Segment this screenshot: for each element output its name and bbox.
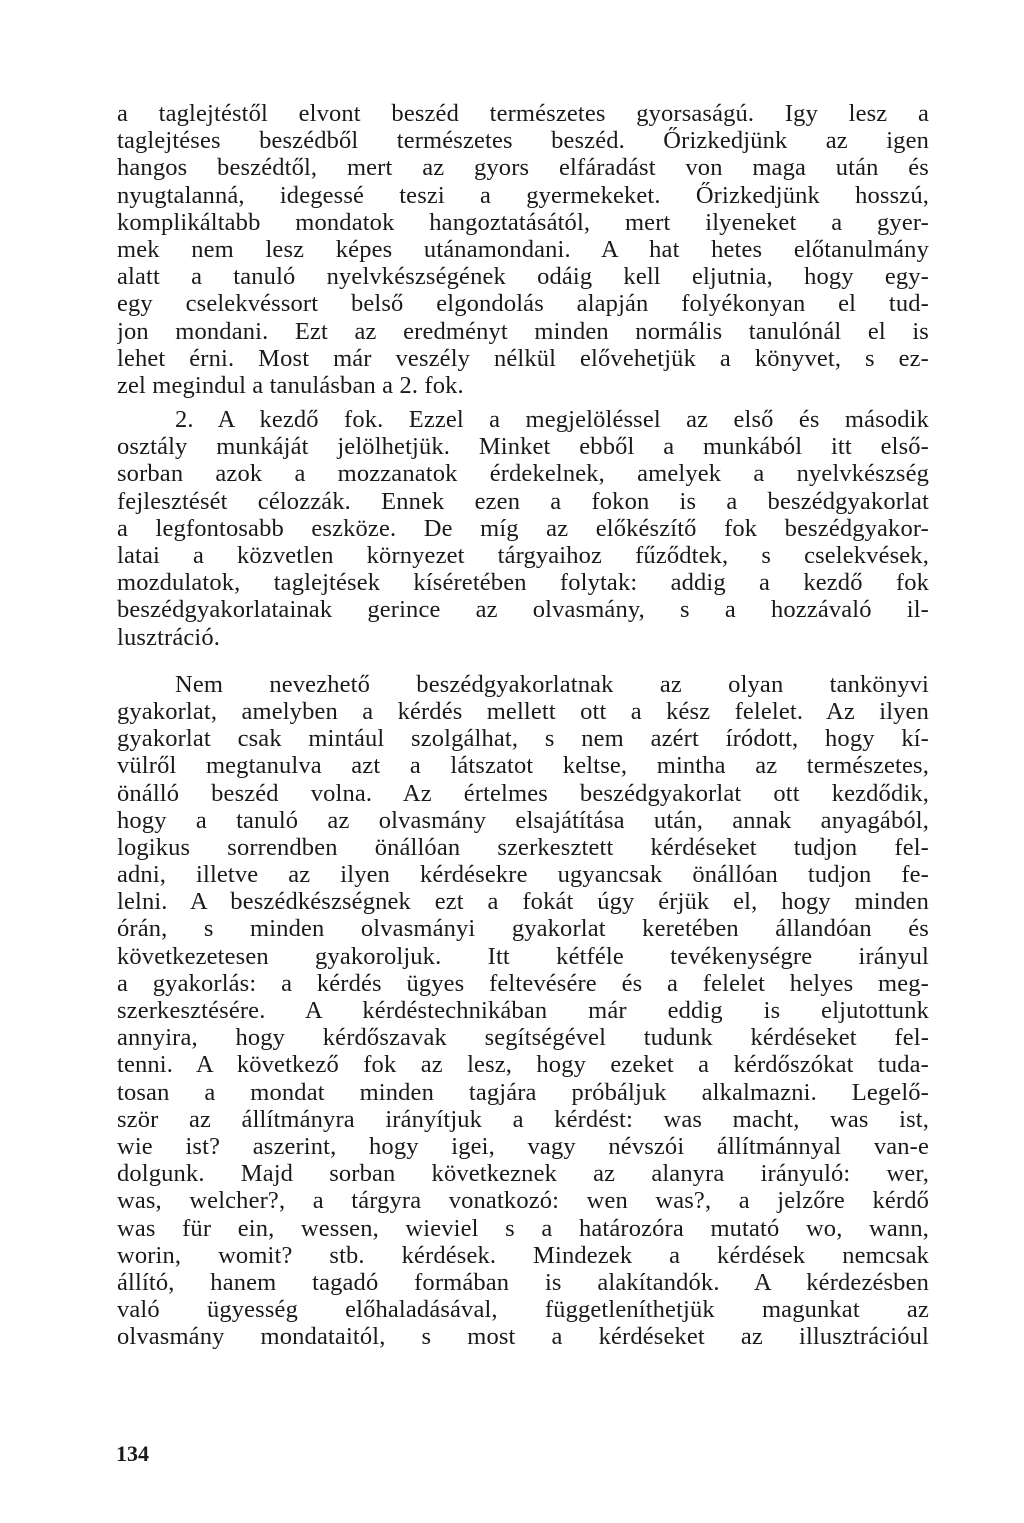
text-line: latai a közvetlen környezet tárgyaihoz fűződtek, s cselekvések, — [117, 542, 929, 569]
text-line: hangos beszédtől, mert az gyors elfáradást von maga után és — [117, 154, 929, 182]
text-line: lusztráció. — [117, 623, 221, 651]
text-line: szerkesztésére. A kérdéstechnikában már eddig is eljutottunk — [117, 997, 929, 1024]
text-line: a legfontosabb eszköze. De míg az előkészítő fok beszédgyakor- — [117, 514, 929, 542]
text-line: ször az állítmányra irányítjuk a kérdést: was macht, was ist, — [117, 1105, 929, 1133]
text-line: taglejtéses beszédből természetes beszéd. Őrizkedjünk az igen — [117, 127, 929, 155]
text-line: beszédgyakorlatainak gerince az olvasmány, s a hozzávaló il- — [117, 596, 929, 624]
paragraph-2 — [117, 406, 929, 651]
text-line: mek nem lesz képes utánamondani. A hat hetes előtanulmány — [117, 235, 929, 263]
text-line: gyakorlat, amelyben a kérdés mellett ott a kész felelet. Az ilyen — [117, 697, 929, 725]
text-line: adni, illetve az ilyen kérdésekre ugyancsak önállóan tudjon fe- — [117, 861, 929, 889]
paragraph-gap — [117, 399, 929, 406]
text-line: komplikáltabb mondatok hangoztatásától, mert ilyeneket a gyer- — [117, 208, 929, 236]
text-line: alatt a tanuló nyelvkészségének odáig kell eljutnia, hogy egy- — [117, 263, 929, 291]
text-line: gyakorlat csak mintául szolgálhat, s nem azért íródott, hogy kí- — [117, 725, 929, 753]
text-line: dolgunk. Majd sorban következnek az alanyra irányuló: wer, — [117, 1160, 929, 1188]
text-line: való ügyesség előhaladásával, függetleníthetjük magunkat az — [117, 1296, 929, 1324]
text-line: osztály munkáját jelölhetjük. Minket ebből a munkából itt első- — [117, 433, 929, 461]
text-line: lelni. A beszédkészségnek ezt a fokát úgy érjük el, hogy minden — [117, 888, 929, 916]
text-line: fejlesztését célozzák. Ennek ezen a fokon is a beszédgyakorlat — [117, 487, 929, 515]
text-line: önálló beszéd volna. Az értelmes beszédgyakorlat ott kezdődik, — [117, 779, 929, 807]
text-line: a gyakorlás: a kérdés ügyes feltevésére és a felelet helyes meg- — [117, 969, 929, 997]
text-line: 2. A kezdő fok. Ezzel a megjelöléssel az első és második — [175, 406, 929, 434]
text-line: annyira, hogy kérdőszavak segítségével tudunk kérdéseket fel- — [117, 1024, 929, 1052]
text-line: olvasmány mondataitól, s most a kérdéseket az illusztrációul — [117, 1323, 929, 1351]
text-line: logikus sorrendben önállóan szerkesztett kérdéseket tudjon fel- — [117, 833, 929, 861]
text-line: worin, womit? stb. kérdések. Mindezek a kérdések nemcsak — [117, 1241, 929, 1269]
text-line: was für ein, wessen, wieviel s a határozóra mutató wo, wann, — [117, 1214, 929, 1242]
text-line: mozdulatok, taglejtések kíséretében folytak: addig a kezdő fok — [117, 569, 929, 597]
text-line: tosan a mondat minden tagjára próbáljuk alkalmazni. Legelő- — [117, 1078, 929, 1106]
text-line: állító, hanem tagadó formában is alakítandók. A kérdezésben — [117, 1268, 929, 1296]
text-line: Nem nevezhető beszédgyakorlatnak az olyan tankönyvi — [175, 670, 929, 698]
paragraph-1 — [117, 100, 929, 399]
paragraph-gap — [117, 651, 929, 671]
text-line: vülről megtanulva azt a látszatot keltse, mintha az természetes, — [117, 752, 929, 780]
text-line: sorban azok a mozzanatok érdekelnek, amelyek a nyelvkészség — [117, 460, 929, 488]
text-line: wie ist? aszerint, hogy igei, vagy névszói állítmánnyal van-e — [117, 1132, 929, 1160]
paragraph-3 — [117, 671, 929, 1351]
text-line: a taglejtéstől elvont beszéd természetes gyorsaságú. Igy lesz a — [117, 100, 929, 127]
text-line: órán, s minden olvasmányi gyakorlat keretében állandóan és — [117, 915, 929, 943]
text-line: egy cselekvéssort belső elgondolás alapján folyékonyan el tud- — [117, 290, 929, 318]
page-number: 134 — [116, 1441, 149, 1466]
text-line: nyugtalanná, idegessé teszi a gyermekeket. Őrizkedjünk hosszú, — [117, 181, 929, 209]
text-line: hogy a tanuló az olvasmány elsajátítása után, annak anyagából, — [117, 806, 929, 834]
text-line: was, welcher?, a tárgyra vonatkozó: wen was?, a jelzőre kérdő — [117, 1187, 929, 1215]
text-line: tenni. A következő fok az lesz, hogy ezeket a kérdőszókat tuda- — [117, 1051, 929, 1079]
text-line: zel megindul a tanulásban a 2. fok. — [117, 371, 464, 399]
page-body-text — [117, 100, 929, 1350]
text-line: következetesen gyakoroljuk. Itt kétféle tevékenységre irányul — [117, 942, 929, 970]
text-line: lehet érni. Most már veszély nélkül elővehetjük a könyvet, s ez- — [117, 344, 929, 372]
text-line: jon mondani. Ezt az eredményt minden normális tanulónál el is — [117, 317, 929, 345]
